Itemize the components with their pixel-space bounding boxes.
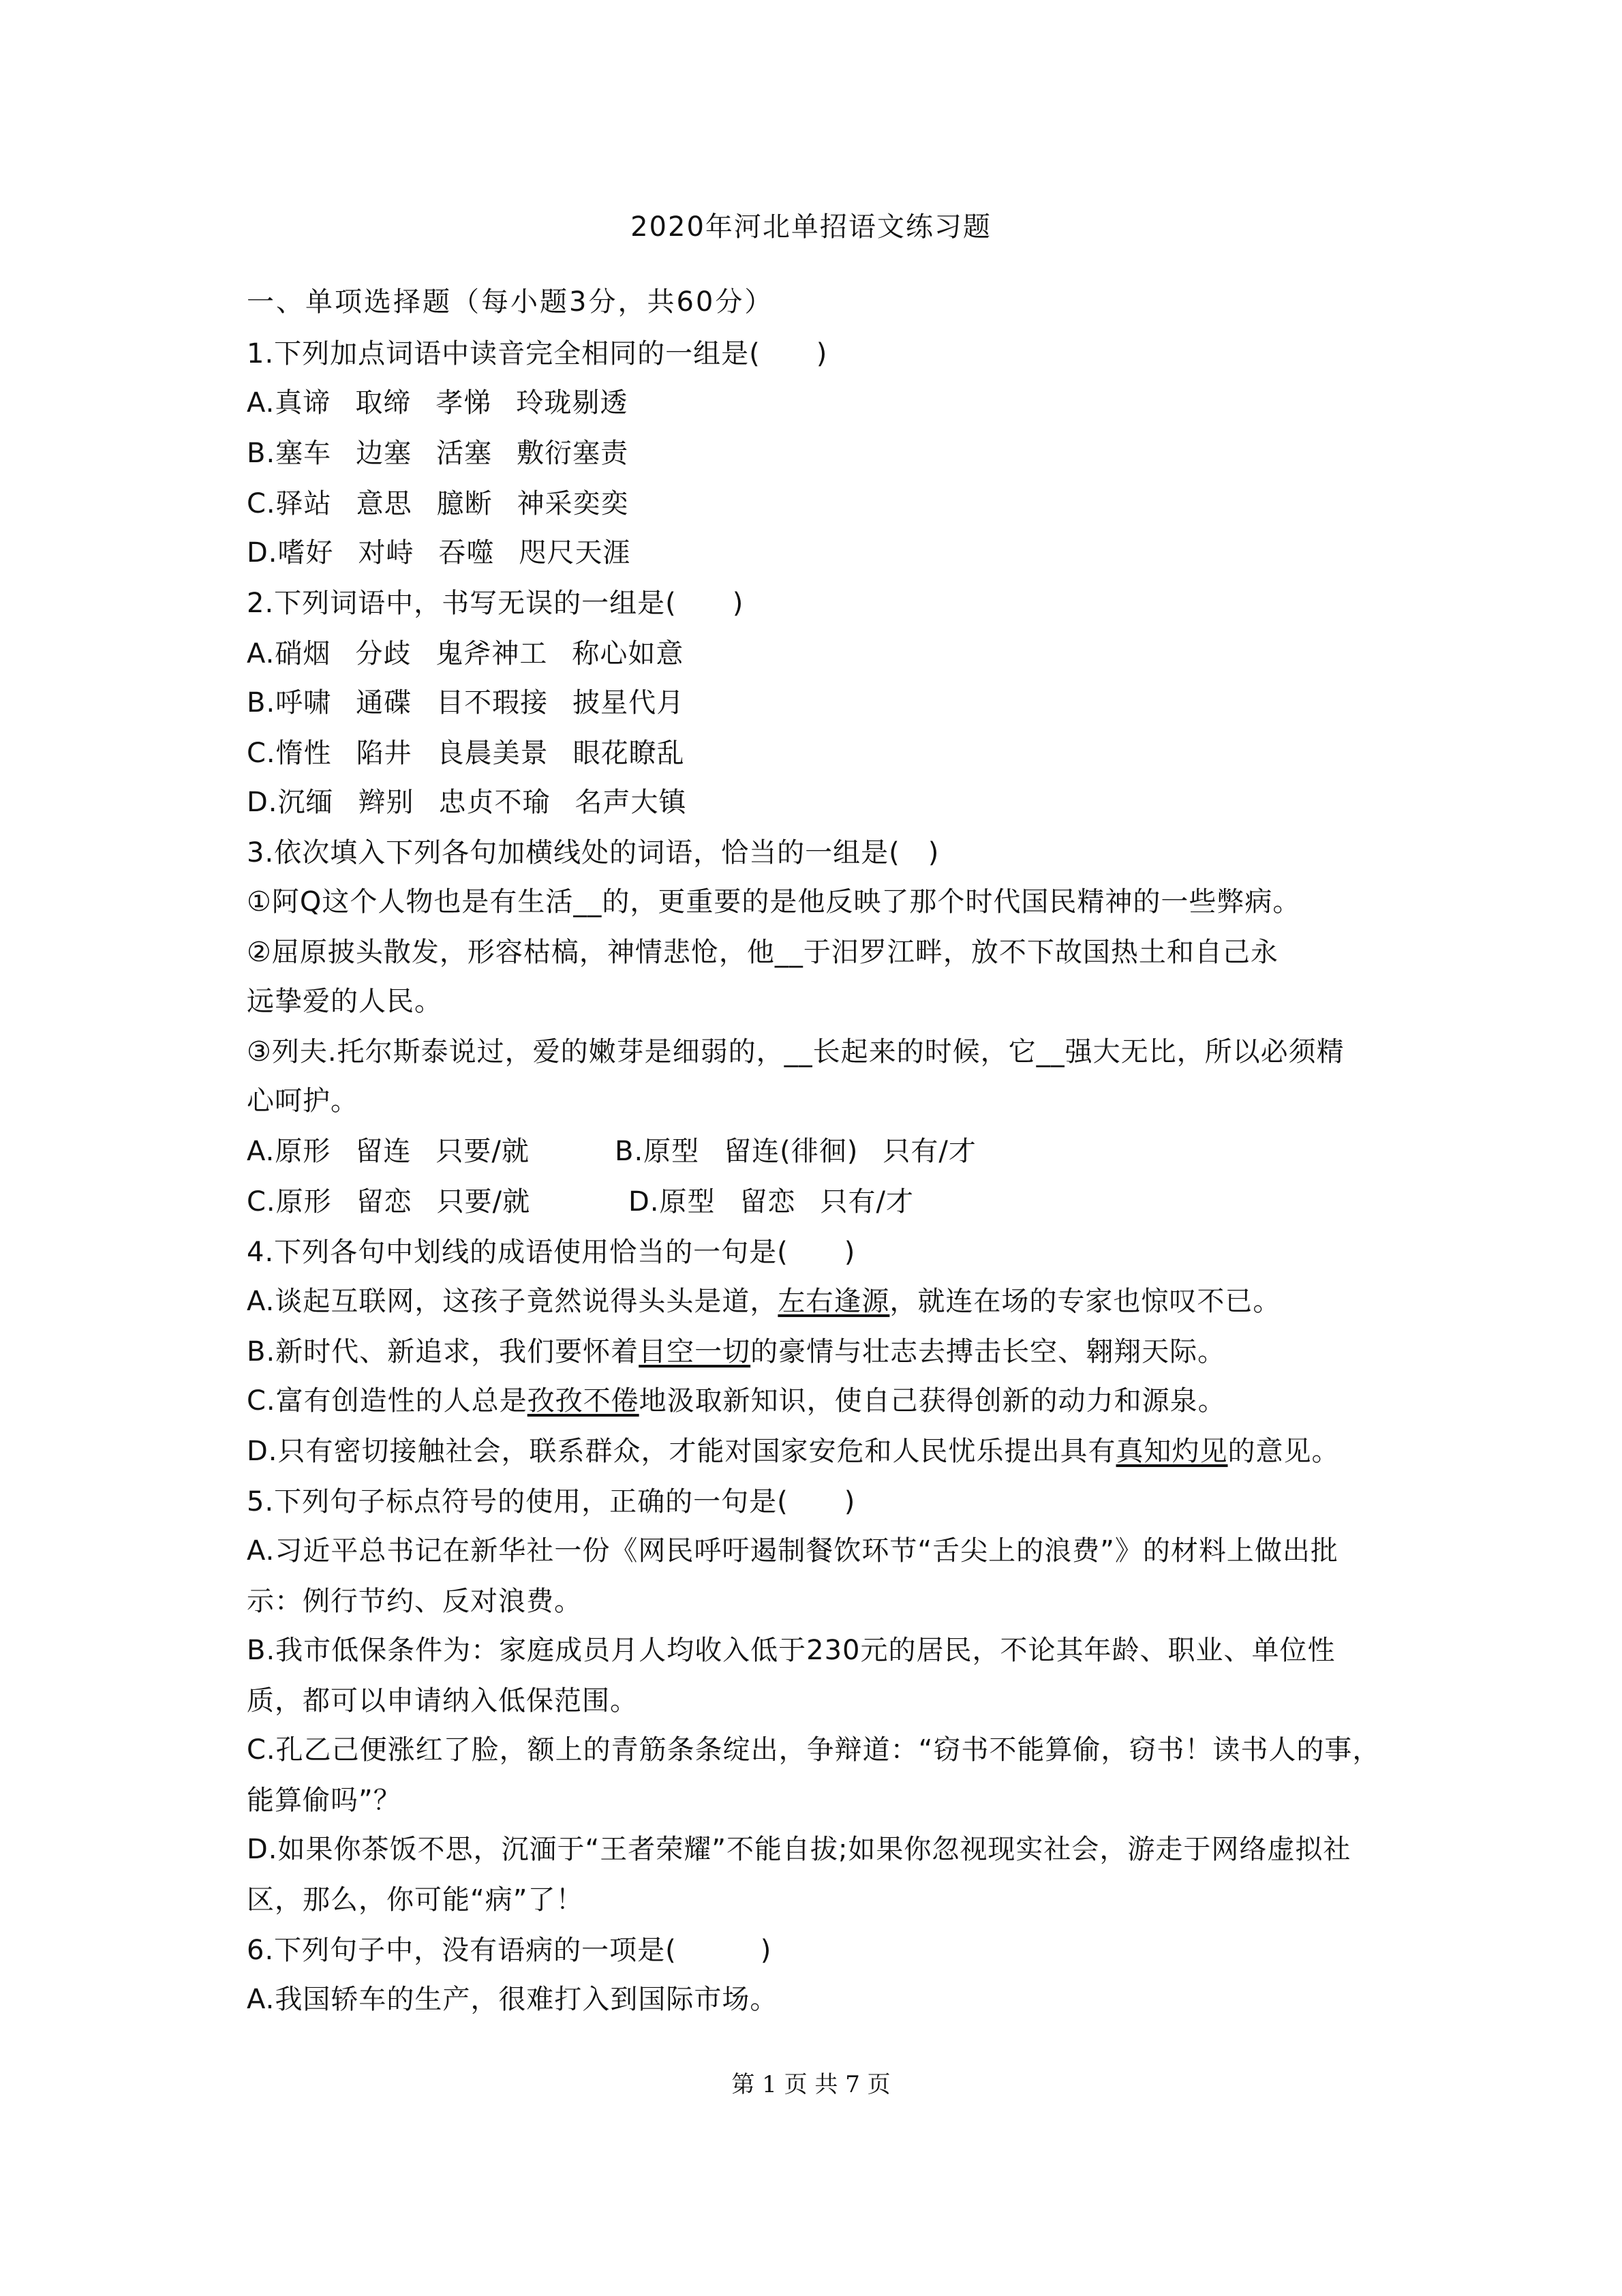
option-word: 良晨美景: [436, 738, 549, 769]
question-5-option-c-cont: 能算偷吗”？: [247, 1785, 401, 1816]
sentence-text: 的意见。: [1227, 1436, 1340, 1467]
question-3-sentence-1: ①阿Q这个人物也是有生活__的，更重要的是他反映了那个时代国民精神的一些弊病。: [247, 886, 1301, 918]
question-2-stem: 2.下列词语中，书写无误的一组是( ): [247, 588, 744, 619]
question-5-option-a-cont: 示：例行节约、反对浪费。: [247, 1586, 582, 1617]
question-5-option-b: B.我市低保条件为：家庭成员月人均收入低于230元的居民，不论其年龄、职业、单位性: [247, 1635, 1336, 1666]
option-word: 披星代月: [572, 687, 685, 719]
sentence-text: A.谈起互联网，这孩子竟然说得头头是道，: [247, 1286, 778, 1317]
sentence-text: C.富有创造性的人总是: [247, 1385, 527, 1417]
option-word: 边塞: [356, 438, 412, 469]
option-word: 意思: [356, 488, 412, 519]
question-4-option-c: [247, 1384, 1226, 1418]
underlined-idiom: 孜孜不倦: [527, 1385, 639, 1417]
question-2-option-d: [247, 785, 687, 819]
option-word: 对峙: [358, 537, 414, 569]
option-word: 分歧: [355, 638, 412, 669]
option-word: A.硝烟: [247, 638, 331, 669]
question-1-stem: 1.下列加点词语中读音完全相同的一组是( ): [247, 338, 828, 369]
question-3-option-c: [247, 1185, 530, 1219]
question-5-option-d-cont: 区，那么，你可能“病”了！: [247, 1884, 584, 1916]
question-3-sentence-3: ③列夫.托尔斯泰说过，爱的嫩芽是细弱的，__长起来的时候，它__强大无比，所以必须精: [247, 1036, 1345, 1068]
question-5-option-a: A.习近平总书记在新华社一份《网民呼吁遏制餐饮环节“舌尖上的浪费”》的材料上做出批: [247, 1535, 1338, 1567]
option-word: 只要/就: [436, 1186, 531, 1218]
question-1-option-b: [247, 436, 628, 470]
underlined-idiom: 目空一切: [639, 1336, 751, 1368]
option-word: 通碟: [356, 687, 412, 719]
question-3-option-b: [615, 1134, 977, 1168]
option-word: A.原形: [247, 1136, 331, 1167]
option-word: 鬼斧神工: [435, 638, 548, 669]
underlined-idiom: 左右逢源: [778, 1286, 890, 1317]
option-word: 称心如意: [572, 638, 684, 669]
option-word: 只有/才: [820, 1186, 914, 1218]
question-6-stem: 6.下列句子中，没有语病的一项是( ): [247, 1935, 772, 1966]
option-word: B.原型: [615, 1136, 700, 1167]
option-word: 敷衍塞责: [517, 438, 629, 469]
option-word: 咫尺天涯: [519, 537, 631, 569]
sentence-text: 的豪情与壮志去搏击长空、翱翔天际。: [750, 1336, 1226, 1368]
option-word: 活塞: [436, 438, 493, 469]
question-5-stem: 5.下列句子标点符号的使用，正确的一句是( ): [247, 1486, 856, 1517]
question-4-option-b: [247, 1335, 1225, 1369]
option-word: 留恋: [356, 1186, 412, 1218]
option-word: 留恋: [739, 1186, 796, 1218]
sentence-text: 地汲取新知识，使自己获得创新的动力和源泉。: [639, 1385, 1226, 1417]
question-1-option-c: [247, 487, 629, 521]
option-word: 辫别: [358, 787, 414, 818]
sentence-text: D.只有密切接触社会，联系群众，才能对国家安危和人民忧乐提出具有: [247, 1436, 1116, 1467]
option-word: 神采奕奕: [517, 488, 629, 519]
option-word: C.原形: [247, 1186, 332, 1218]
question-5-option-d: D.如果你茶饭不思，沉湎于“王者荣耀”不能自拔;如果你忽视现实社会，游走于网络虚拟社: [247, 1834, 1351, 1865]
question-2-option-c: [247, 736, 685, 770]
option-word: 名声大镇: [575, 787, 687, 818]
question-3-option-a: [247, 1134, 530, 1168]
option-word: 吞噬: [438, 537, 495, 569]
option-word: A.真谛: [247, 387, 331, 419]
underlined-idiom: 真知灼见: [1116, 1436, 1228, 1467]
option-word: 眼花瞭乱: [572, 738, 685, 769]
option-word: 只要/就: [435, 1136, 530, 1167]
question-3-sentence-2: ②屈原披头散发，形容枯槁，神情悲怆，他__于汨罗江畔，放不下故国热土和自己永: [247, 937, 1279, 968]
question-2-option-a: [247, 637, 684, 671]
option-word: 只有/才: [883, 1136, 977, 1167]
document-title: 2020年河北单招语文练习题: [630, 211, 992, 243]
question-4-option-d: [247, 1434, 1340, 1468]
question-3-stem: 3.依次填入下列各句加横线处的词语，恰当的一组是( ): [247, 837, 940, 868]
option-word: 留连(徘徊): [724, 1136, 859, 1167]
sentence-text: B.新时代、新追求，我们要怀着: [247, 1336, 639, 1368]
question-3-option-d: [628, 1185, 914, 1219]
question-3-sentence-3-cont: 心呵护。: [247, 1085, 358, 1117]
option-word: B.呼啸: [247, 687, 332, 719]
option-word: D.沉缅: [247, 787, 334, 818]
question-5-option-c: C.孔乙己便涨红了脸，额上的青筋条条绽出，争辩道：“窃书不能算偷，窃书！读书人的事，: [247, 1734, 1381, 1766]
option-word: 留连: [355, 1136, 412, 1167]
question-2-option-b: [247, 686, 684, 720]
option-word: C.驿站: [247, 488, 332, 519]
question-4-stem: 4.下列各句中划线的成语使用恰当的一句是( ): [247, 1237, 856, 1268]
option-word: D.嗜好: [247, 537, 334, 569]
option-word: D.原型: [628, 1186, 716, 1218]
option-word: 臆断: [436, 488, 493, 519]
question-1-option-a: [247, 386, 628, 420]
option-word: B.塞车: [247, 438, 332, 469]
option-word: 孝悌: [435, 387, 492, 419]
option-word: 玲珑剔透: [516, 387, 628, 419]
sentence-text: ，就连在场的专家也惊叹不已。: [889, 1286, 1281, 1317]
option-word: 取缔: [355, 387, 412, 419]
page-footer: 第 1 页 共 7 页: [731, 2071, 891, 2098]
option-word: 忠贞不瑜: [438, 787, 551, 818]
question-6-option-a: A.我国轿车的生产，很难打入到国际市场。: [247, 1984, 778, 2015]
section-heading: 一、单项选择题（每小题3分，共60分）: [247, 286, 774, 318]
question-5-option-b-cont: 质，都可以申请纳入低保范围。: [247, 1685, 638, 1717]
question-4-option-a: [247, 1284, 1281, 1318]
option-word: 目不瑕接: [436, 687, 549, 719]
option-word: 陷井: [356, 738, 412, 769]
question-3-sentence-2-cont: 远挚爱的人民。: [247, 986, 442, 1017]
question-1-option-d: [247, 536, 631, 570]
option-word: C.惰性: [247, 738, 332, 769]
